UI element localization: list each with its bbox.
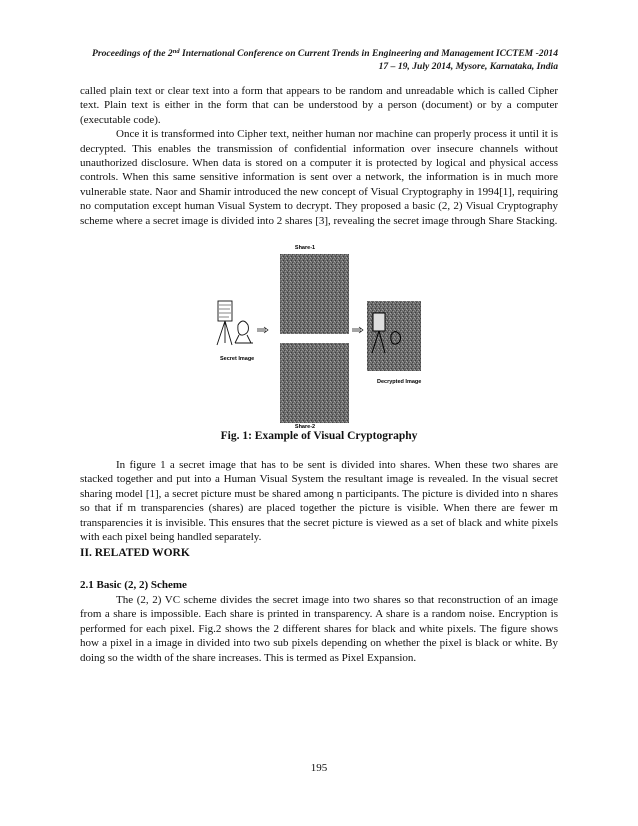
page-number: 195 (310, 762, 328, 774)
figure-caption: Fig. 1: Example of Visual Cryptography (220, 430, 418, 442)
paragraph-2: Once it is transformed into Cipher text, neither human nor machine can properly process it until it is decrypted. This enables the transmission of confidential information over insecure channels without unauthorized disclosure. When data is stored on a computer it is protected by logical and physical access controls. When this same sensitive information is sent over a network, the information is in much more vulnerable state. Naor and Shamir introduced the new concept of Visual Cryptography in 1994[1], requiring no computation except human Visual System to decrypt. They proposed a basic (2, 2) Visual Cryptography scheme where a secret image is divided into 2 shares [3], revealing the secret image through Share Stacking. (80, 128, 558, 227)
share-2-image (280, 343, 349, 423)
paragraph-4: The (2, 2) VC scheme divides the secret image into two shares so that reconstruction of an image from a share is impossible. Each share is printed in transparency. A share is a random noise. Encryption is performed for each pixel. Fig.2 shows the 2 different shares for black and white pixels. The figure shows how a pixel in a image in divided into two sub pixels depending on whether the pixel is black or white. By doing so the width of the share increases. This is termed as Pixel Expansion. (80, 594, 558, 664)
visual-cryptography-figure (205, 243, 422, 430)
decrypted-image (367, 301, 421, 371)
share-1-label: Share-1 (294, 245, 316, 251)
paragraph-3: In figure 1 a secret image that has to be sent is divided into shares. When these two shares are stacked together and put into a Human Visual System the resultant image is revealed. In the visual secret sharing model [1], a secret picture must be shared among n participants. The picture is divided into n shares so that if m transparencies (shares) are placed together the picture is visible. When there are fewer m transparencies it is invisible. This ensures that the secret picture is viewed as a set of black and white pixels with each pixel being handled separately. (80, 459, 558, 544)
header-superscript: nd (172, 48, 180, 55)
share-1-image (280, 254, 349, 334)
secret-image-sketch (217, 301, 253, 345)
subsection-heading: 2.1 Basic (2, 2) Scheme (80, 579, 187, 591)
body-text-middle (80, 458, 558, 544)
header-text-a: Proceedings of the 2 (91, 48, 173, 59)
share-2-label: Share-2 (294, 424, 316, 430)
body-text-top (80, 84, 558, 228)
plus-sign: + (303, 336, 307, 341)
arrow-icon-right (352, 327, 363, 333)
decrypted-image-label: Decrypted Image (377, 379, 422, 385)
secret-image-label: Secret Image (220, 356, 255, 362)
section-heading: II. RELATED WORK (80, 547, 190, 559)
header-line-1 (78, 47, 558, 60)
conference-header (78, 47, 558, 73)
arrow-icon-left (257, 327, 268, 333)
paragraph-1: called plain text or clear text into a form that appears to be random and unreadable which is called Cipher text. Plain text is either in the form that can be understood by a person (document) or by a computer (executable code). (80, 85, 558, 126)
header-line-2: 17 – 19, July 2014, Mysore, Karnataka, India (378, 61, 558, 72)
header-text-b: International Conference on Current Trends in Engineering and Management ICCTEM -2014 (179, 48, 558, 59)
body-text-bottom (80, 593, 558, 665)
